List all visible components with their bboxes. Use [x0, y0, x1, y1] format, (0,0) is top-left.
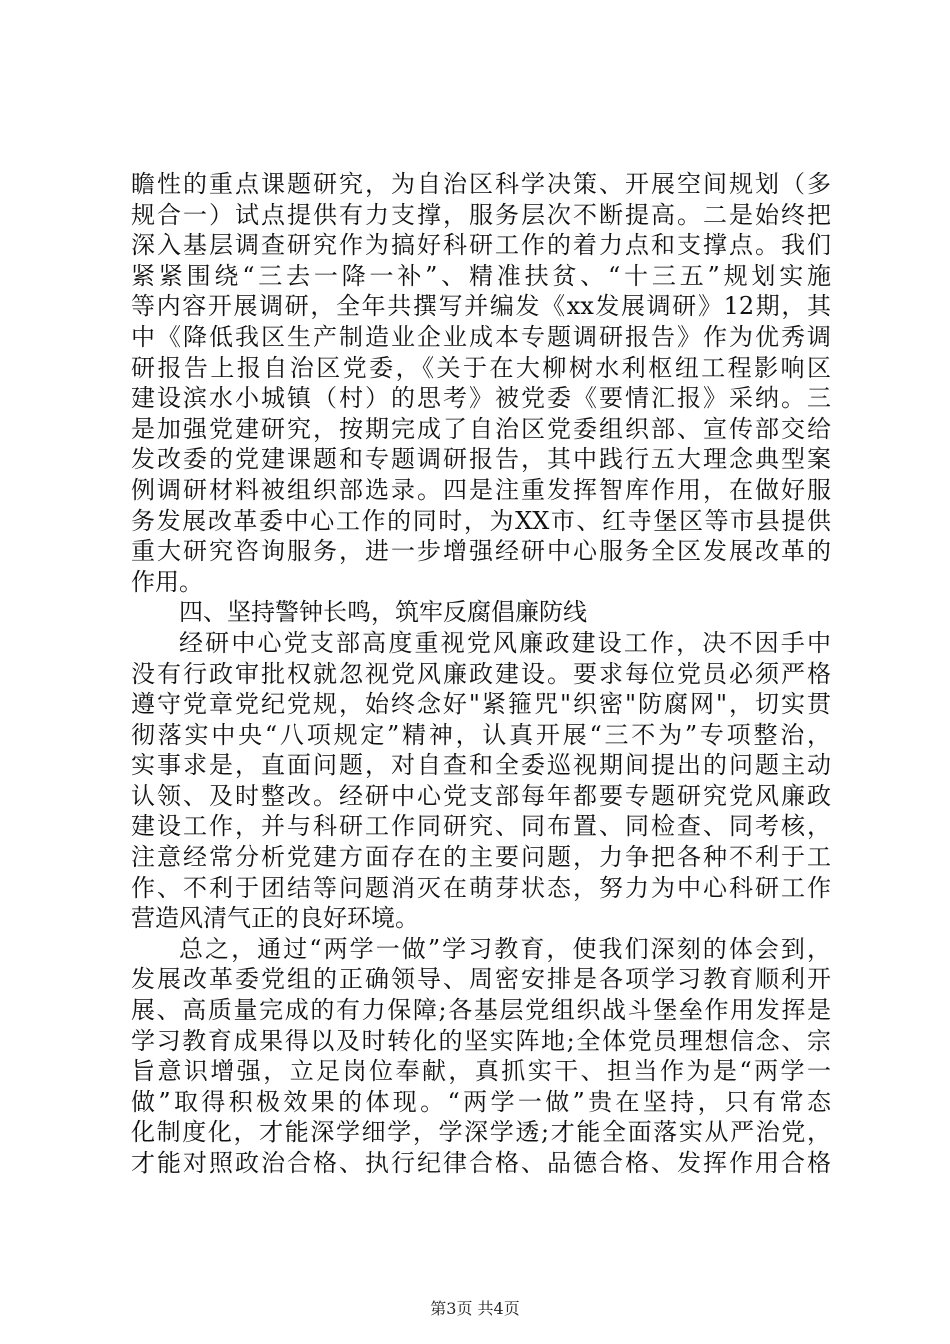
text-line: 彻落实中央“八项规定”精神，认真开展“三不为”专项整治，	[131, 720, 831, 749]
text-line: 重大研究咨询服务，进一步增强经研中心服务全区发展改革的	[131, 537, 831, 566]
text-line: 实事求是，直面问题，对自查和全委巡视期间提出的问题主动	[131, 751, 831, 780]
text-line: 紧紧围绕“三去一降一补”、精准扶贫、“十三五”规划实施	[131, 261, 831, 290]
text-line: 展、高质量完成的有力保障;各基层党组织战斗堡垒作用发挥是	[131, 996, 831, 1025]
text-line: 等内容开展调研，全年共撰写并编发《xx发展调研》12期，其	[131, 292, 831, 321]
text-line: 研报告上报自治区党委，《关于在大柳树水利枢纽工程影响区	[131, 353, 831, 382]
text-line: 才能对照政治合格、执行纪律合格、品德合格、发挥作用合格	[131, 1149, 831, 1177]
text-line: 总之，通过“两学一做”学习教育，使我们深刻的体会到，	[179, 934, 831, 963]
text-line: 旨意识增强，立足岗位奉献，真抓实干、担当作为是“两学一	[131, 1057, 831, 1086]
text-line: 建设滨水小城镇（村）的思考》被党委《要情汇报》采纳。三	[131, 384, 831, 413]
text-line: 注意经常分析党建方面存在的主要问题，力争把各种不利于工	[131, 843, 831, 872]
text-line: 例调研材料被组织部选录。四是注重发挥智库作用，在做好服	[131, 475, 831, 504]
text-line: 发改委的党建课题和专题调研报告，其中践行五大理念典型案	[131, 445, 831, 474]
text-line: 认领、及时整改。经研中心党支部每年都要专题研究党风廉政	[131, 781, 831, 810]
text-line: 发展改革委党组的正确领导、周密安排是各项学习教育顺利开	[131, 965, 831, 994]
text-line: 做”取得积极效果的体现。“两学一做”贵在坚持，只有常态	[131, 1087, 831, 1116]
text-line: 中《降低我区生产制造业企业成本专题调研报告》作为优秀调	[131, 322, 831, 351]
text-line: 没有行政审批权就忽视党风廉政建设。要求每位党员必须严格	[131, 659, 831, 688]
text-line: 瞻性的重点课题研究，为自治区科学决策、开展空间规划（多	[131, 170, 831, 198]
text-line: 建设工作，并与科研工作同研究、同布置、同检查、同考核，	[131, 812, 831, 841]
text-line: 是加强党建研究，按期完成了自治区党委组织部、宣传部交给	[131, 414, 831, 443]
text-line: 作用。	[131, 567, 203, 596]
text-line: 遵守党章党纪党规，始终念好"紧箍咒"织密"防腐网"，切实贯	[131, 690, 831, 719]
text-line: 学习教育成果得以及时转化的坚实阵地;全体党员理想信念、宗	[131, 1026, 831, 1055]
text-line: 规合一）试点提供有力支撑，服务层次不断提高。二是始终把	[131, 200, 831, 229]
text-line: 化制度化，才能深学细学，学深学透;才能全面落实从严治党，	[131, 1118, 831, 1147]
text-line: 四、坚持警钟长鸣，筑牢反腐倡廉防线	[179, 598, 587, 627]
text-line: 经研中心党支部高度重视党风廉政建设工作，决不因手中	[179, 628, 831, 657]
text-line: 营造风清气正的良好环境。	[131, 904, 419, 933]
text-line: 深入基层调查研究作为搞好科研工作的着力点和支撑点。我们	[131, 231, 831, 260]
page-footer: 第3页 共4页	[430, 1299, 520, 1318]
text-line: 作、不利于团结等问题消灭在萌芽状态，努力为中心科研工作	[131, 873, 831, 902]
text-line: 务发展改革委中心工作的同时，为XX市、红寺堡区等市县提供	[131, 506, 831, 535]
body-text	[131, 169, 831, 1179]
